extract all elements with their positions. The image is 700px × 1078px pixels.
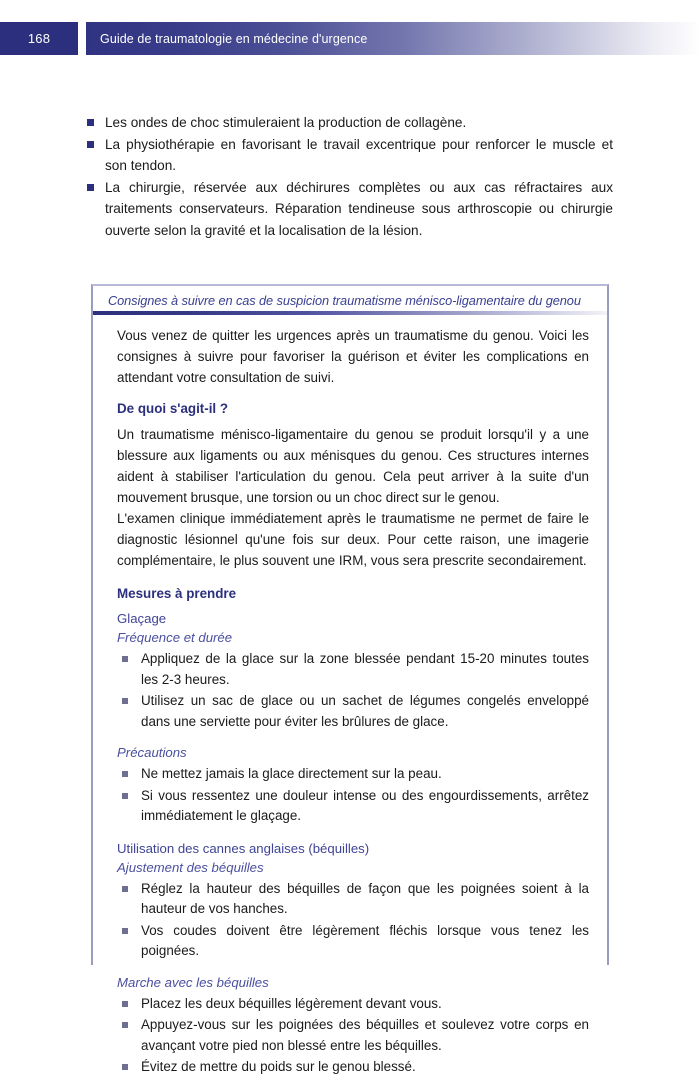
square-bullet-icon bbox=[87, 141, 94, 148]
list-item-text: Appliquez de la glace sur la zone blessée pendant 15-20 minutes toutes les 2-3 heures. bbox=[141, 651, 589, 687]
list-item bbox=[117, 786, 589, 827]
measure-item-list bbox=[117, 879, 589, 962]
list-item bbox=[117, 649, 589, 690]
measure-subsection-title: Précautions bbox=[117, 745, 187, 760]
list-item-text: Réglez la hauteur des béquilles de façon que les poignées soient à la hauteur de vos hanches. bbox=[141, 880, 589, 916]
list-item bbox=[117, 1057, 589, 1078]
square-bullet-icon bbox=[122, 656, 128, 662]
patient-instructions-callout bbox=[91, 284, 609, 1074]
list-item-text: La physiothérapie en favorisant le travail excentrique pour renforcer le muscle et son tendon. bbox=[105, 136, 613, 173]
measure-group-title: Glaçage bbox=[117, 611, 167, 626]
list-item bbox=[117, 994, 589, 1015]
square-bullet-icon bbox=[122, 1022, 128, 1028]
list-item-text: Utilisez un sac de glace ou un sachet de légumes congelés enveloppé dans une serviette pour éviter les brûlures de glace. bbox=[141, 693, 589, 729]
square-bullet-icon bbox=[122, 698, 128, 704]
callout-intro-paragraph: Vous venez de quitter les urgences après un traumatisme du genou. Voici les consignes à suivre pour favoriser la guérison et éviter les complications en attendant votre consultation de suivi. bbox=[117, 328, 589, 385]
section-heading-measures: Mesures à prendre bbox=[117, 586, 237, 601]
square-bullet-icon bbox=[122, 928, 128, 934]
square-bullet-icon bbox=[122, 1064, 128, 1070]
list-item-text: Vos coudes doivent être légèrement fléchis lorsque vous tenez les poignées. bbox=[141, 922, 589, 958]
page-number-box bbox=[0, 22, 78, 55]
treatment-bullet-list bbox=[86, 112, 613, 241]
book-title: Guide de traumatologie en médecine d'urgence bbox=[100, 31, 368, 46]
list-item-text: La chirurgie, réservée aux déchirures complètes ou aux cas réfractaires aux traitements conservateurs. Réparation tendineuse sous arthroscopie ou chirurgie ouverte selon la gravité et la localisation de la lésion. bbox=[105, 179, 613, 238]
list-item bbox=[117, 764, 589, 785]
list-item bbox=[86, 112, 613, 134]
measure-group-title: Utilisation des cannes anglaises (béquilles) bbox=[117, 840, 370, 856]
list-item-text: Si vous ressentez une douleur intense ou des engourdissements, arrêtez immédiatement le glaçage. bbox=[141, 787, 589, 823]
callout-title: Consignes à suivre en cas de suspicion traumatisme ménisco-ligamentaire du genou bbox=[108, 293, 581, 308]
list-item bbox=[117, 921, 589, 962]
list-item-text: Les ondes de choc stimuleraient la production de collagène. bbox=[105, 115, 467, 130]
measure-item-list bbox=[117, 994, 589, 1078]
measure-subsection-title: Ajustement des béquilles bbox=[117, 859, 264, 875]
list-item bbox=[117, 879, 589, 920]
callout-header bbox=[93, 286, 607, 308]
list-item-text: Ne mettez jamais la glace directement sur la peau. bbox=[141, 766, 442, 781]
square-bullet-icon bbox=[122, 1001, 128, 1007]
list-item bbox=[86, 177, 613, 242]
list-item bbox=[117, 1015, 589, 1056]
measure-item-list bbox=[117, 649, 589, 732]
callout-body bbox=[93, 315, 607, 1078]
running-head bbox=[0, 22, 700, 55]
what-paragraph-1: Un traumatisme ménisco-ligamentaire du genou se produit lorsqu'il y a une blessure aux ligaments ou aux ménisques du genou. Ces structures internes aident à stabiliser l'articulation du genou. Cela peut arriver à la suite d'un mouvement brusque, une torsion ou un choc direct sur le genou. bbox=[117, 427, 589, 505]
list-item bbox=[117, 691, 589, 732]
measure-item-list bbox=[117, 764, 589, 827]
list-item bbox=[86, 134, 613, 177]
square-bullet-icon bbox=[122, 771, 128, 777]
what-paragraph-2: L'examen clinique immédiatement après le traumatisme ne permet de faire le diagnostic lésionnel qu'une fois sur deux. Pour cette raison, une imagerie complémentaire, le plus souvent une IRM, vous sera prescrite secondairement. bbox=[117, 511, 589, 568]
list-item-text: Évitez de mettre du poids sur le genou blessé. bbox=[141, 1059, 416, 1074]
page-number: 168 bbox=[27, 31, 51, 46]
measure-subsection-title: Marche avec les béquilles bbox=[117, 974, 269, 990]
list-item-text: Appuyez-vous sur les poignées des béquilles et soulevez votre corps en avançant votre pied non blessé entre les béquilles. bbox=[141, 1017, 589, 1053]
square-bullet-icon bbox=[87, 119, 94, 126]
measure-subsection-title: Fréquence et durée bbox=[117, 630, 233, 645]
square-bullet-icon bbox=[87, 184, 94, 191]
running-head-separator bbox=[78, 22, 86, 55]
running-head-title-bar bbox=[86, 22, 700, 55]
section-heading-what: De quoi s'agit-il ? bbox=[117, 401, 229, 416]
list-item-text: Placez les deux béquilles légèrement devant vous. bbox=[141, 995, 442, 1011]
square-bullet-icon bbox=[122, 886, 128, 892]
square-bullet-icon bbox=[122, 793, 128, 799]
